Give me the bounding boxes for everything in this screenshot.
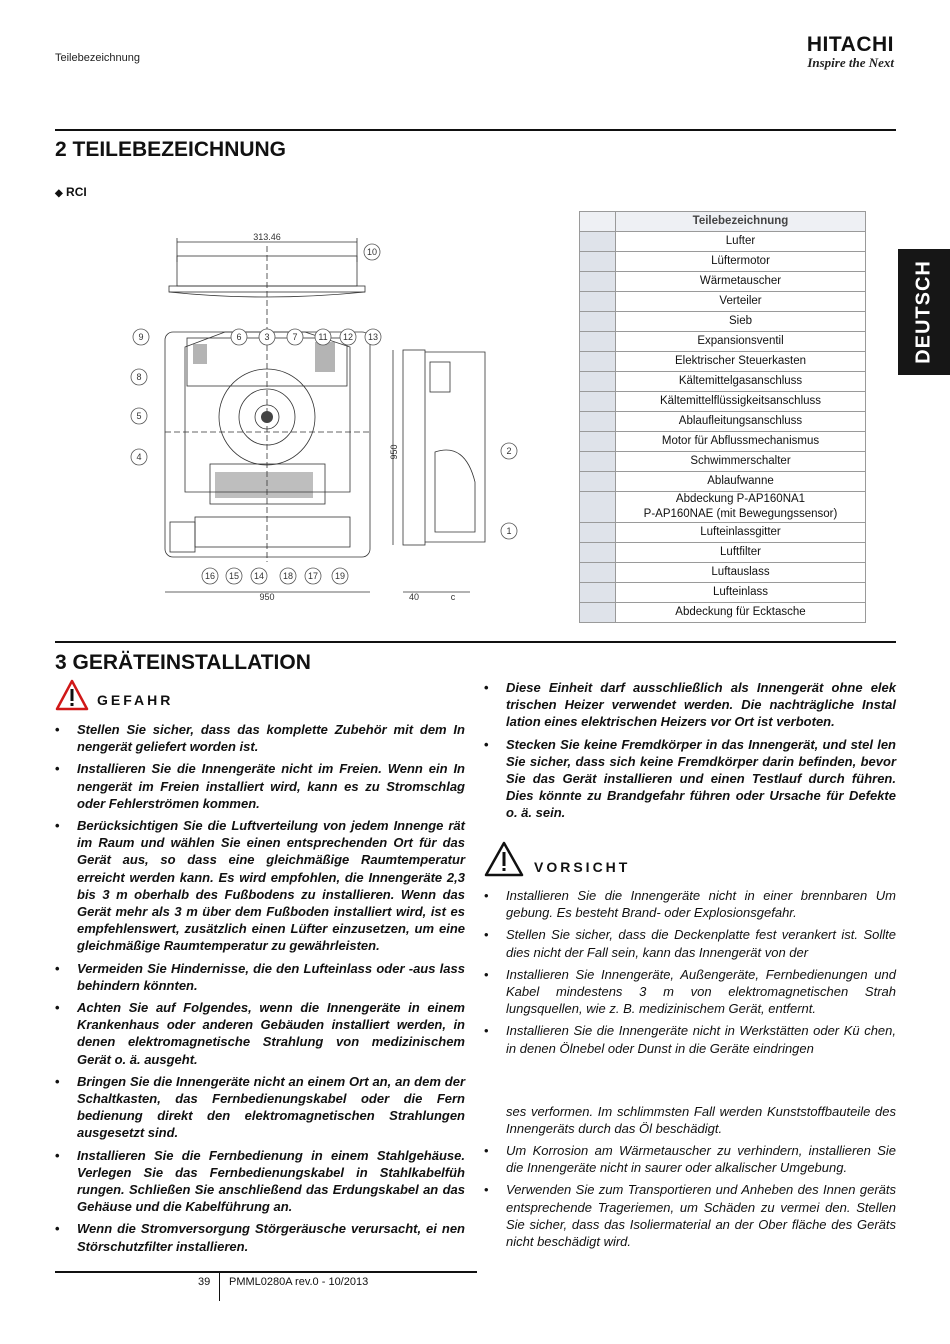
table-row-label: Kältemittelgasanschluss	[616, 372, 866, 392]
table-row-num	[580, 312, 616, 332]
section-rule	[55, 129, 896, 131]
table-row	[580, 603, 866, 623]
table-row-label: Ablaufwanne	[616, 472, 866, 492]
model-label	[55, 185, 87, 199]
table-row-num	[580, 603, 616, 623]
section2-title: 2 TEILEBEZEICHNUNG	[55, 138, 287, 161]
table-row-num	[580, 252, 616, 272]
table-row	[580, 272, 866, 292]
caution-list	[484, 887, 896, 1057]
table-row-label: Kältemittelflüssigkeitsanschluss	[616, 392, 866, 412]
table-row	[580, 492, 866, 523]
table-row-label: Luftfilter	[616, 543, 866, 563]
table-row-num	[580, 472, 616, 492]
warning-triangle-icon	[55, 679, 89, 711]
document-reference: PMML0280A rev.0 - 10/2013	[229, 1276, 369, 1288]
list-item: • Verwenden Sie zum Transportieren und Anheben des Innen geräts entsprechende Trageriemen, um Schäden zu vermei den. Stellen Sie sicher, dass das Isoliermaterial an der Ober fläche des Geräts nicht beschädigt wird.	[484, 1181, 896, 1250]
table-row-label: Motor für Abflussmechanismus	[616, 432, 866, 452]
callout-14: 14	[253, 571, 265, 581]
table-row-label: Abdeckung P-AP160NA1 P-AP160NAE (mit Bewegungssensor)	[616, 492, 866, 523]
callout-8: 8	[136, 372, 142, 382]
table-row-label: Expansionsventil	[616, 332, 866, 352]
caution-continuation: ses verformen. Im schlimmsten Fall werden Kunststoffbauteile des Innengeräts durch das Öl beschädigt.	[506, 1104, 896, 1137]
list-item: • Um Korrosion am Wärmetauscher zu verhindern, installieren Sie die Innengeräte nicht in saurer oder alkalischer Umgebung.	[484, 1142, 896, 1176]
list-item: • Installieren Sie die Innengeräte nicht in einer brennbaren Um gebung. Es besteht Brand- oder Explosionsgefahr.	[484, 887, 896, 921]
list-item: • Stecken Sie keine Fremdkörper in das Innengerät, und stel len Sie sicher, dass sich keine Fremdkörper darin befinden, bevor Sie das Gerät installieren und einen Testlauf durch führen. Dies könnte zu Brandgefahr führen oder Ursache für Defekte o. ä. sein.	[484, 736, 896, 822]
callout-11: 11	[318, 332, 328, 342]
list-item: • Diese Einheit darf ausschließlich als Innengerät ohne elek trischen Heizer verwendet werden. Die nachträgliche Instal lation eines elektrischen Heizers vor Ort ist verboten.	[484, 679, 896, 731]
table-row	[580, 432, 866, 452]
table-row-label: Ablaufleitungsanschluss	[616, 412, 866, 432]
table-row-label: Lüftermotor	[616, 252, 866, 272]
callout-16: 16	[204, 571, 216, 581]
table-row-num	[580, 523, 616, 543]
language-tab	[898, 249, 950, 375]
callout-10: 10	[366, 247, 378, 257]
diamond-bullet-icon: ◆	[55, 188, 63, 199]
callout-5: 5	[136, 411, 142, 421]
list-item: • Installieren Sie Innengeräte, Außengeräte, Fernbedienungen und Kabel mindestens 3 m von elektromagnetischen Strah lungsquellen, wie z. B. medizinischem Gerät, entfernt.	[484, 966, 896, 1018]
table-row	[580, 563, 866, 583]
list-item: • Berücksichtigen Sie die Luftverteilung von jedem Innenge rät im Raum und wählen Sie einen entsprechenden Ort für das Gerät aus, so dass eine gleichmäßige Raumtemperatur erreicht werden kann. Es wird empfohlen, die Innengeräte 2,3 bis 3 m oberhalb des Fußbodens zu installieren. Wenn das Gerät mehr als 3 m über dem Fußboden installiert wird, ist es empfehlenswert, zusätzlich einen Lüfter einzusetzen, um eine gleichmäßige Raumtemperatur zu gewährleisten.	[55, 817, 465, 955]
parts-table	[579, 211, 866, 623]
table-row-num	[580, 563, 616, 583]
callout-19: 19	[334, 571, 346, 581]
table-row	[580, 352, 866, 372]
table-row	[580, 523, 866, 543]
callout-3: 3	[264, 332, 270, 342]
callout-9: 9	[138, 332, 144, 342]
dim-top: 313.46	[253, 232, 281, 242]
callout-4: 4	[136, 452, 142, 462]
table-row-label: Schwimmerschalter	[616, 452, 866, 472]
caution-title: VORSICHT	[534, 859, 631, 875]
table-row	[580, 452, 866, 472]
caution-more-list	[484, 1142, 896, 1250]
running-header: Teilebezeichnung	[55, 52, 141, 64]
language-label: DEUTSCH	[912, 260, 935, 364]
table-row	[580, 412, 866, 432]
danger-heading	[55, 679, 465, 711]
callout-18: 18	[282, 571, 294, 581]
section3-title: 3 GERÄTEINSTALLATION	[55, 651, 311, 674]
callout-6: 6	[236, 332, 242, 342]
table-row	[580, 392, 866, 412]
table-row-num	[580, 583, 616, 603]
table-row-num	[580, 332, 616, 352]
dim-bottom: 950	[259, 592, 275, 602]
table-row-num	[580, 292, 616, 312]
table-row	[580, 332, 866, 352]
dim-c: c	[450, 592, 456, 602]
callout-13: 13	[367, 332, 379, 342]
list-item: • Stellen Sie sicher, dass die Deckenplatte fest verankert ist. Sollte dies nicht der Fall sein, kann das Innengerät von der	[484, 926, 896, 960]
unit-drawing	[125, 232, 525, 604]
danger-cont-list	[484, 679, 896, 822]
danger-title: GEFAHR	[97, 692, 174, 708]
caution-triangle-icon	[484, 841, 524, 877]
callout-1: 1	[506, 526, 512, 536]
section-rule	[55, 641, 896, 643]
list-item: • Bringen Sie die Innengeräte nicht an einem Ort an, an dem der Schaltkasten, das Fernbedienungskabel oder die Fern bedienung direkt den elektromagnetischen Strahlungen ausgesetzt sind.	[55, 1073, 465, 1142]
brand-logo	[807, 34, 894, 70]
table-row	[580, 252, 866, 272]
brand-tagline: Inspire the Next	[807, 55, 894, 70]
table-row-num	[580, 432, 616, 452]
model-name: RCI	[66, 185, 87, 199]
danger-list	[55, 721, 465, 1255]
table-row	[580, 232, 866, 252]
callout-12: 12	[342, 332, 354, 342]
dim-40: 40	[408, 592, 420, 602]
table-row-num	[580, 392, 616, 412]
footer-separator	[219, 1273, 220, 1301]
list-item: • Stellen Sie sicher, dass das komplette Zubehör mit dem In nengerät geliefert worden ist.	[55, 721, 465, 755]
table-row-num	[580, 352, 616, 372]
table-row-label: Sieb	[616, 312, 866, 332]
table-row	[580, 312, 866, 332]
right-column	[484, 679, 896, 827]
table-row-label: Wärmetauscher	[616, 272, 866, 292]
table-row-num	[580, 543, 616, 563]
table-row-label: Verteiler	[616, 292, 866, 312]
page-number: 39	[198, 1276, 211, 1288]
callout-2: 2	[506, 446, 512, 456]
table-row-label: Lufter	[616, 232, 866, 252]
table-row-num	[580, 272, 616, 292]
callout-15: 15	[228, 571, 240, 581]
list-item: • Installieren Sie die Fernbedienung in einem Stahlgehäuse. Verlegen Sie das Fernbedienungskabel in Stahlkabelfüh rungen. Schließen Sie anschließend das Erdungskabel an das Gehäuse und die Kabelführung an.	[55, 1147, 465, 1216]
table-row-num	[580, 372, 616, 392]
table-row	[580, 583, 866, 603]
callout-17: 17	[307, 571, 319, 581]
dim-side: 950	[389, 444, 399, 460]
table-row	[580, 372, 866, 392]
table-row-label: Abdeckung für Ecktasche	[616, 603, 866, 623]
caution-block	[484, 841, 896, 1062]
callout-7: 7	[292, 332, 298, 342]
danger-block	[55, 679, 465, 1260]
footer-rule	[55, 1271, 477, 1273]
table-row-label: Luftauslass	[616, 563, 866, 583]
caution-more	[484, 1142, 896, 1255]
table-row-num	[580, 492, 616, 523]
table-row-label: Lufteinlassgitter	[616, 523, 866, 543]
table-row-num	[580, 412, 616, 432]
table-row	[580, 543, 866, 563]
table-header-num	[580, 212, 616, 232]
table-row	[580, 472, 866, 492]
brand-name: HITACHI	[806, 33, 894, 56]
caution-heading	[484, 841, 896, 877]
list-item: • Installieren Sie die Innengeräte nicht im Freien. Wenn ein In nengerät im Freien installiert wird, kann es zu Stromschlag oder Fehlerströmen kommen.	[55, 760, 465, 812]
table-header-row	[580, 212, 866, 232]
table-row-num	[580, 452, 616, 472]
list-item: • Vermeiden Sie Hindernisse, die den Lufteinlass oder -aus lass behindern könnten.	[55, 960, 465, 994]
list-item: • Achten Sie auf Folgendes, wenn die Innengeräte in einem Krankenhaus oder anderen Gebäuden installiert werden, in denen elektromagnetische Strahlung von medizinischem Gerät o. ä. ausgeht.	[55, 999, 465, 1068]
list-item: • Wenn die Stromversorgung Störgeräusche verursacht, ei nen Störschutzfilter installieren.	[55, 1220, 465, 1254]
table-row-label: Elektrischer Steuerkasten	[616, 352, 866, 372]
list-item: • Installieren Sie die Innengeräte nicht in Werkstätten oder Kü chen, in denen Ölnebel oder Dunst in die Geräte eindringen	[484, 1022, 896, 1056]
table-header-label: Teilebezeichnung	[616, 212, 866, 232]
table-row-label: Lufteinlass	[616, 583, 866, 603]
table-row-num	[580, 232, 616, 252]
table-row	[580, 292, 866, 312]
